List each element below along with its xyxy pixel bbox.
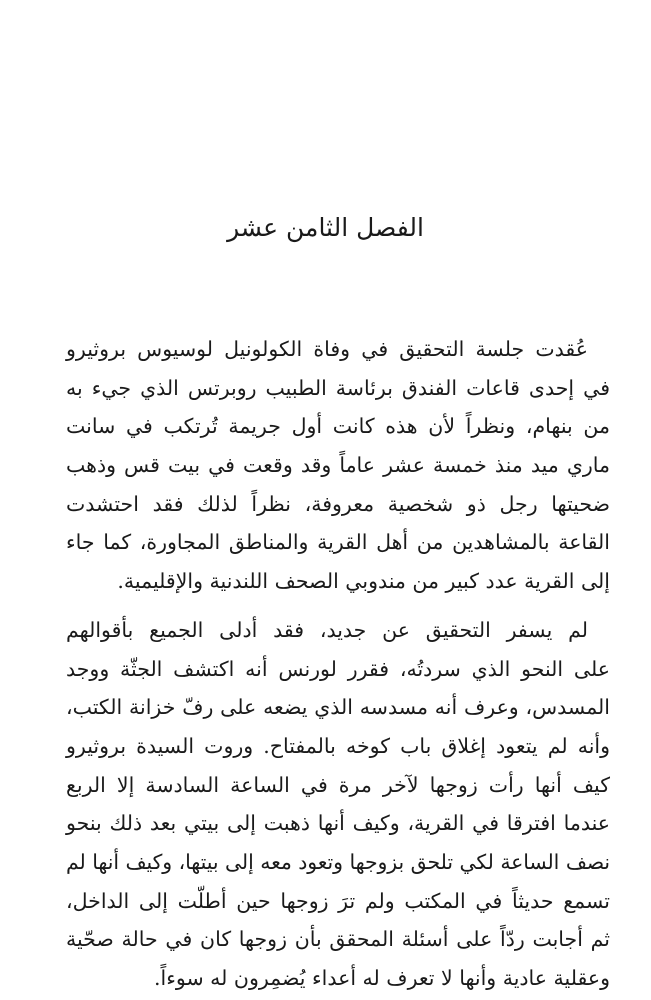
text-line: المسدس، وعرف أنه مسدسه الذي يضعه على رفّ خزانة الكتب، — [66, 695, 610, 720]
text-line: وعقلية عادية وأنها لا تعرف له أعداء يُضمِرون له سوءاً. — [154, 966, 610, 990]
paragraph-1 — [66, 330, 610, 601]
text-line: ثم أجابت ردّاً على أسئلة المحقق بأن زوجها كان في حالة صحّية — [66, 927, 610, 952]
text-line: وأنه لم يتعود إغلاق باب كوخه بالمفتاح. وروت السيدة بروثيرو — [66, 733, 610, 758]
text-line: كيف أنها رأت زوجها لآخر مرة في الساعة السادسة إلا الربع — [66, 772, 610, 797]
text-line: ماري ميد منذ خمسة عشر عاماً وقد وقعت في بيت قس وذهب — [66, 453, 610, 478]
chapter-title: الفصل الثامن عشر — [227, 213, 424, 242]
paragraph-2 — [66, 611, 610, 998]
text-line: نصف الساعة لكي تلحق بزوجها وتعود معه إلى بيتها، وكيف أنها لم — [66, 849, 610, 874]
text-line: ضحيتها رجل ذو شخصية معروفة، نظراً لذلك فقد احتشدت — [66, 491, 610, 516]
text-line: القاعة بالمشاهدين من أهل القرية والمناطق المجاورة، كما جاء — [66, 530, 610, 555]
text-line: لم يسفر التحقيق عن جديد، فقد أدلى الجميع بأقوالهم — [66, 617, 588, 642]
text-line: عندما افترقا في القرية، وكيف أنها ذهبت إلى بيتي بعد ذلك بنحو — [66, 811, 610, 836]
text-line: تسمع حديثاً في المكتب ولم ترَ زوجها حين أطلّت إلى الداخل، — [66, 888, 610, 913]
text-line: عُقدت جلسة التحقيق في وفاة الكولونيل لوسيوس بروثيرو — [66, 337, 588, 361]
chapter-body — [66, 330, 610, 998]
text-line: على النحو الذي سردتُه، فقرر لورنس أنه اكتشف الجثّة ووجد — [66, 656, 610, 681]
text-line: إلى القرية عدد كبير من مندوبي الصحف اللندنية والإقليمية. — [117, 569, 610, 594]
text-line: من بنهام، ونظراً لأن هذه كانت أول جريمة تُرتكب في سانت — [66, 414, 610, 439]
text-line: في إحدى قاعات الفندق برئاسة الطبيب روبرتس الذي جيء به — [66, 375, 610, 400]
